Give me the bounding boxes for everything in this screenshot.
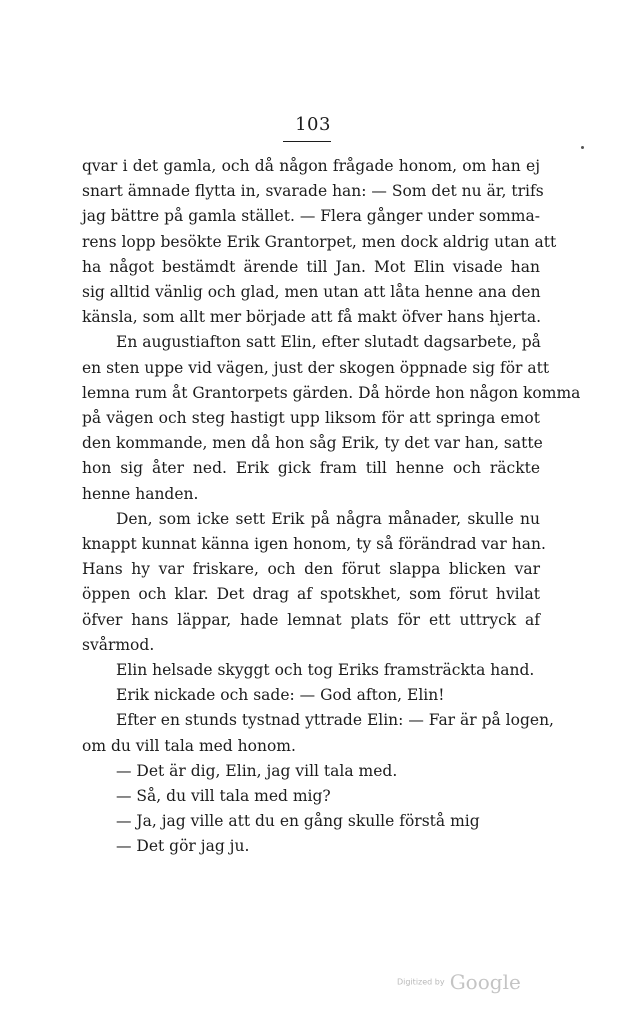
text-line: knappt kunnat känna igen honom, ty så förändrad var han. <box>82 535 546 554</box>
google-logo: Google <box>449 970 521 994</box>
text-line: den kommande, men då hon såg Erik, ty det var han, satte <box>82 434 543 453</box>
text-line: Hans hy var friskare, och den förut slappa blicken var <box>82 560 540 579</box>
text-line: — Det är dig, Elin, jag vill tala med. <box>116 761 398 780</box>
watermark-prefix: Digitized by <box>397 977 445 987</box>
text-line: En augustiafton satt Elin, efter slutadt dagsarbete, på <box>116 333 541 352</box>
text-line: om du vill tala med honom. <box>82 736 296 755</box>
digitized-by-google-watermark <box>397 970 521 994</box>
text-line: på vägen och steg hastigt upp liksom för att springa emot <box>82 409 540 428</box>
text-line: en sten uppe vid vägen, just der skogen öppnade sig för att <box>82 358 550 377</box>
text-line: — Ja, jag ville att du en gång skulle förstå mig <box>116 812 480 831</box>
text-line: henne handen. <box>82 484 199 503</box>
page-number: 103 <box>295 114 331 135</box>
text-line: jag bättre på gamla stället. — Flera gånger under somma- <box>82 207 540 226</box>
text-line: öppen och klar. Det drag af spotskhet, som förut hvilat <box>82 585 540 604</box>
text-line: sig alltid vänlig och glad, men utan att låta henne ana den <box>82 283 541 302</box>
text-line: Den, som icke sett Erik på några månader, skulle nu <box>116 509 540 528</box>
text-line: lemna rum åt Grantorpets gärden. Då hörde hon någon komma <box>82 383 581 402</box>
body-text <box>82 154 581 860</box>
text-line: ha något bestämdt ärende till Jan. Mot Elin visade han <box>82 257 540 276</box>
text-line: — Det gör jag ju. <box>116 837 250 856</box>
text-line: hon sig åter ned. Erik gick fram till henne och räckte <box>82 459 540 478</box>
text-line: Efter en stunds tystnad yttrade Elin: — Far är på logen, <box>116 711 554 730</box>
text-line: qvar i det gamla, och då någon frågade honom, om han ej <box>82 157 540 175</box>
text-line: Elin helsade skyggt och tog Eriks framsträckta hand. <box>116 661 535 680</box>
text-line: öfver hans läppar, hade lemnat plats för ett uttryck af <box>82 610 540 629</box>
text-line: — Så, du vill tala med mig? <box>116 787 331 806</box>
text-line: känsla, som allt mer började att få makt öfver hans hjerta. <box>82 308 541 327</box>
page-number-rule <box>283 141 331 142</box>
text-line: svårmod. <box>82 635 155 654</box>
print-speck <box>581 146 584 149</box>
text-line: rens lopp besökte Erik Grantorpet, men dock aldrig utan att <box>82 232 557 251</box>
text-line: Erik nickade och sade: — God afton, Elin! <box>116 686 445 705</box>
text-line: snart ämnade flytta in, svarade han: — Som det nu är, trifs <box>82 182 544 201</box>
